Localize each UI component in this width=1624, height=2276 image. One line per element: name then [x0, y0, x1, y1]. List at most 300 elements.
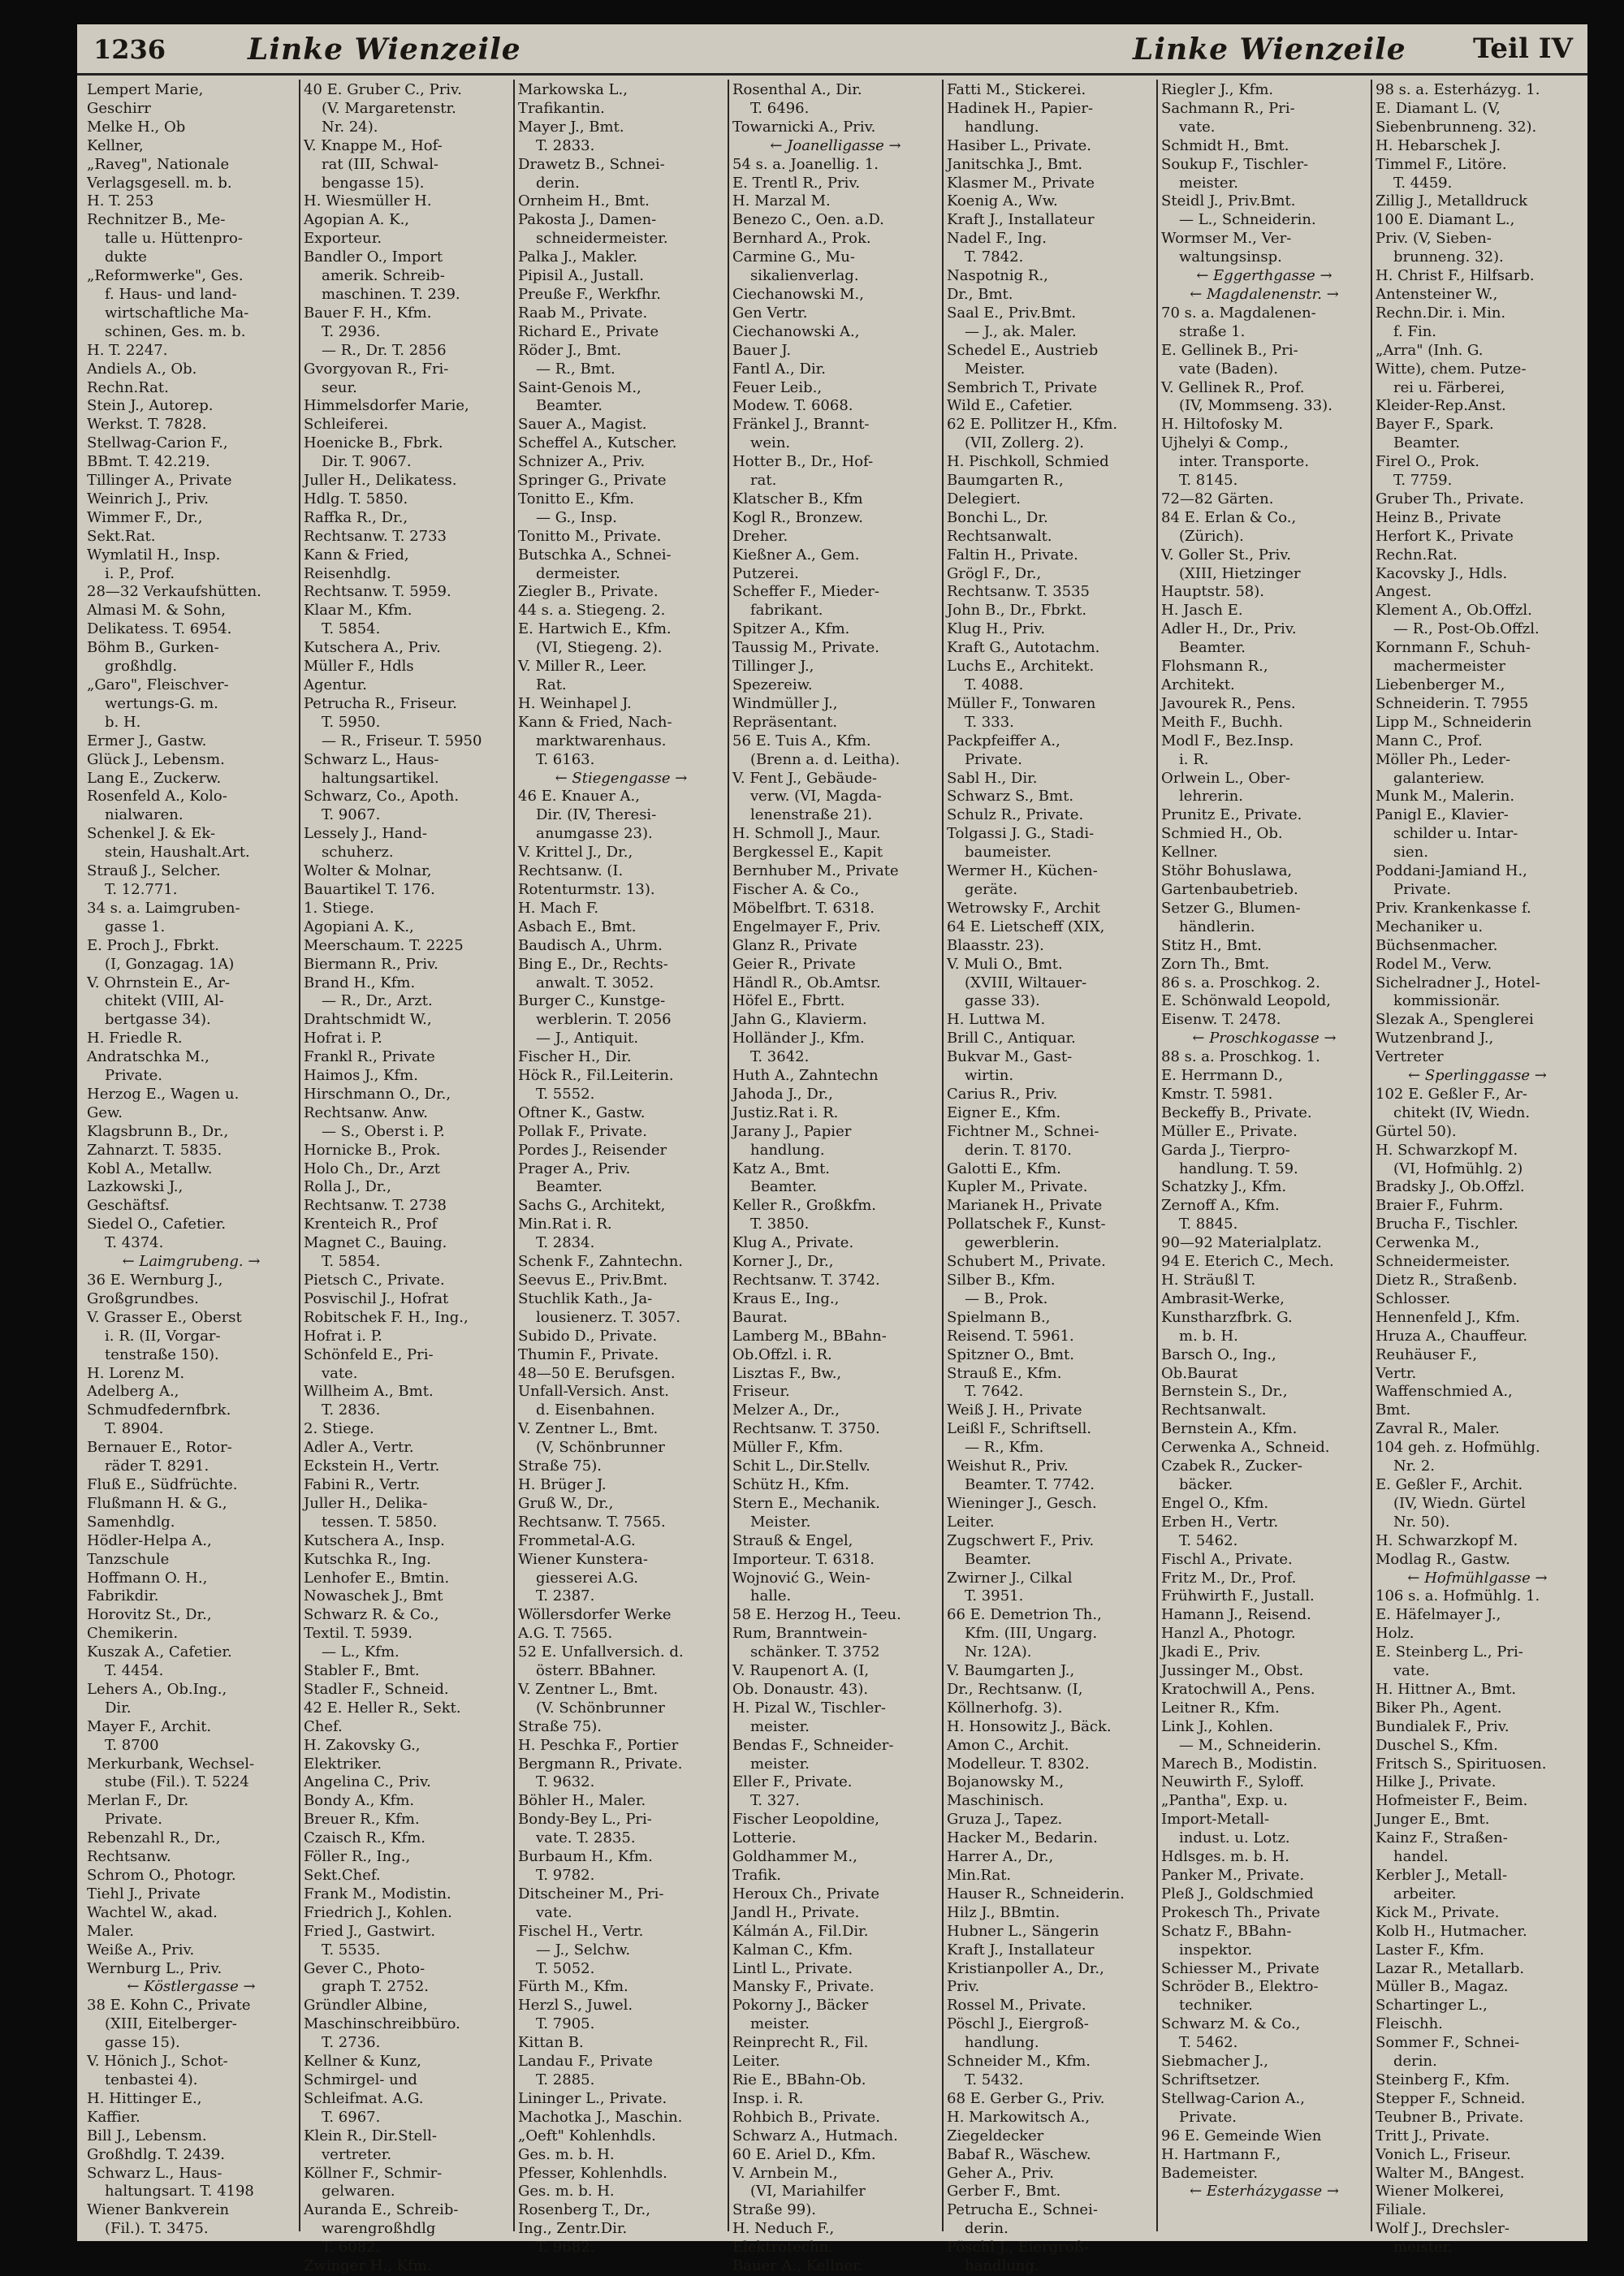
directory-line: Kick M., Private. [1376, 1903, 1500, 1921]
directory-line: Textil. T. 5939. [304, 1625, 412, 1643]
directory-line: Dietz R., Straßenb. [1376, 1272, 1518, 1289]
directory-line: Rie E., BBahn-Ob. [732, 2071, 866, 2088]
directory-line: V. Zentner L., Bmt. [518, 1680, 659, 1698]
directory-line: Klug H., Priv. [947, 620, 1046, 638]
directory-line: 98 s. a. Esterházyg. 1. [1376, 81, 1540, 98]
directory-line: Klasmer M., Private [947, 174, 1095, 192]
directory-line: „Raveg", Nationale [87, 155, 230, 173]
directory-line: „Reformwerke", Ges. [87, 267, 244, 285]
directory-line: Poddani-Jamiand H., [1376, 862, 1527, 880]
directory-line: Gruber Th., Private. [1376, 490, 1524, 507]
directory-line: Weishut R., Priv. [947, 1458, 1069, 1475]
directory-line: Beamter. [965, 1550, 1031, 1568]
directory-line: verw. (VI, Magda- [750, 788, 882, 805]
directory-line: 106 s. a. Hofmühlg. 1. [1376, 1587, 1540, 1605]
directory-line: rei u. Färberei, [1393, 378, 1505, 396]
directory-line: Scheffer F., Mieder- [732, 583, 879, 601]
directory-line: V. Arnbein M., [732, 2164, 838, 2182]
directory-line: (V, Schönbrunner [536, 1439, 665, 1457]
directory-line: (VI, Mariahilfer [750, 2183, 866, 2200]
directory-line: Kuszak A., Cafetier. [87, 1643, 232, 1661]
directory-line: Fried J., Gastwirt. [304, 1922, 436, 1940]
directory-line: Carmine G., Mu- [732, 248, 855, 266]
directory-line: Soukup F., Tischler- [1161, 155, 1309, 173]
directory-line: Kerbler J., Metall- [1376, 1867, 1508, 1884]
directory-line: Wormser M., Ver- [1161, 230, 1292, 248]
directory-line: Stellwag-Carion A., [1161, 2089, 1305, 2107]
directory-line: Lehers A., Ob.Ing., [87, 1680, 227, 1698]
directory-line: T. 6082. [322, 2239, 381, 2257]
directory-line: Heroux Ch., Private [732, 1885, 880, 1902]
directory-line: Panigl E., Klavier- [1376, 806, 1509, 824]
directory-line: T. 9682. [536, 2239, 595, 2257]
directory-line: Rechtsanw. T. 3742. [732, 1272, 880, 1289]
directory-line: Gever C., Photo- [304, 1959, 425, 1977]
directory-line: Müller E., Private. [1161, 1122, 1298, 1140]
directory-line: Frühwirth F., Justall. [1161, 1587, 1315, 1605]
directory-line: Spitzer A., Kfm. [732, 620, 850, 638]
directory-line: Beamter. [1179, 639, 1246, 657]
directory-line: 40 E. Gruber C., Priv. [304, 81, 462, 98]
directory-line: Windmüller J., [732, 694, 838, 712]
directory-line: V. Zentner L., Bmt. [518, 1420, 659, 1438]
directory-line: i. P., Prof. [105, 564, 175, 582]
directory-line: Rechnitzer B., Me- [87, 211, 226, 229]
directory-page [77, 24, 1587, 2275]
directory-line: H. Jasch E. [1161, 602, 1243, 620]
directory-line: Auranda E., Schreib- [304, 2201, 459, 2219]
directory-line: Bademeister. [1161, 2164, 1259, 2182]
directory-line: Krenteich R., Prof [304, 1216, 438, 1233]
directory-line: Meith F., Buchh. [1161, 713, 1284, 731]
directory-line: Müller F., Kfm. [732, 1439, 844, 1457]
directory-line: Walter M., BAngest. [1376, 2164, 1525, 2182]
directory-line: brunneng. 32). [1393, 248, 1504, 266]
directory-line: Rechtsanw. [87, 1848, 171, 1866]
directory-line: Saal E., Priv.Bmt. [947, 304, 1077, 322]
directory-line: Ing., Zentr.Dir. [518, 2220, 628, 2238]
directory-line: Verlagsgesell. m. b. [87, 174, 232, 192]
directory-line: Kleider-Rep.Anst. [1376, 397, 1506, 415]
directory-line: T. 8700 [105, 1736, 159, 1754]
directory-line: Hruza A., Chauffeur. [1376, 1327, 1528, 1345]
directory-line: Sauer A., Magist. [518, 416, 647, 434]
directory-line: Müller F., Tonwaren [947, 694, 1096, 712]
directory-line: T. 6967. [322, 2108, 381, 2126]
directory-line: T. 2836. [322, 1401, 381, 1419]
directory-line: Schubert M., Private. [947, 1253, 1106, 1271]
directory-line: H. Weinhapel J. [518, 694, 632, 712]
directory-line: Rolla J., Dr., [304, 1178, 391, 1196]
directory-line: derin. T. 8170. [965, 1141, 1072, 1159]
directory-line: Antensteiner W., [1376, 285, 1498, 303]
directory-line: Private. [1393, 880, 1451, 898]
directory-columns [84, 80, 1583, 2275]
directory-line: bertgasse 34). [105, 1011, 211, 1029]
directory-line: Nr. 24). [322, 118, 378, 136]
directory-line: Machotka J., Maschin. [518, 2108, 683, 2126]
directory-line: Butschka A., Schnei- [518, 546, 672, 564]
directory-line: Fischel H., Vertr. [518, 1922, 644, 1940]
directory-line: Trafik. [732, 1867, 781, 1884]
directory-line: Schmied H., Ob. [1161, 825, 1283, 843]
directory-line: Rechtsanwalt. [1161, 1401, 1267, 1419]
directory-line: ← Stiegengasse → [555, 769, 688, 787]
directory-line: Rotenturmstr. 13). [518, 880, 655, 898]
directory-line: Garda J., Tierpro- [1161, 1141, 1290, 1159]
directory-line: Korner J., Dr., [732, 1253, 834, 1271]
directory-line: Schwarz R. & Co., [304, 1606, 439, 1624]
directory-line: Maler. [87, 1922, 134, 1940]
directory-line: Kornmann F., Schuh- [1376, 639, 1531, 657]
directory-line: T. 2936. [322, 322, 381, 340]
directory-line: Spitzner O., Bmt. [947, 1345, 1075, 1363]
directory-line: Rossel M., Private. [947, 1997, 1086, 2015]
directory-line: — S., Oberst i. P. [322, 1122, 445, 1140]
directory-line: Kacovsky J., Hdls. [1376, 564, 1508, 582]
directory-line: H. Mach F. [518, 899, 599, 917]
directory-line: Pöschl J., Eiergroß- [947, 2015, 1089, 2033]
directory-line: Ges. m. b. H. [518, 2145, 615, 2163]
directory-line: Schwarz L., Haus- [87, 2164, 222, 2182]
directory-line: dermeister. [536, 564, 620, 582]
directory-line: Agentur. [304, 676, 367, 693]
directory-line: — R., Post-Ob.Offzl. [1393, 620, 1540, 638]
directory-line: seur. [322, 378, 357, 396]
directory-line: Bondy A., Kfm. [304, 1792, 415, 1810]
directory-line: Hotter B., Dr., Hof- [732, 453, 874, 471]
directory-line: Schönfeld E., Pri- [304, 1345, 434, 1363]
directory-line: Modlag R., Gastw. [1376, 1550, 1510, 1568]
directory-line: Glanz R., Private [732, 936, 857, 954]
directory-line: T. 5950. [322, 713, 381, 731]
directory-line: Schenk F., Zahntechn. [518, 1253, 684, 1271]
directory-line: Hennenfeld J., Kfm. [1376, 1308, 1520, 1326]
directory-line: Angest. [1376, 583, 1432, 601]
directory-line: Angelina C., Priv. [304, 1773, 431, 1791]
directory-line: Leitner R., Kfm. [1161, 1699, 1280, 1717]
directory-line: (VI, Stiegeng. 2). [536, 639, 663, 657]
directory-line: straße 1. [1179, 322, 1246, 340]
directory-line: — J., Selchw. [536, 1941, 631, 1959]
directory-line: Frank M., Modistin. [304, 1885, 451, 1902]
directory-line: Dir. [105, 1699, 132, 1717]
directory-line: meister. [750, 2015, 810, 2033]
directory-line: Thumin F., Private. [518, 1345, 659, 1363]
directory-line: Lisztas F., Bw., [732, 1364, 842, 1382]
directory-line: Müller F., Hdls [304, 658, 414, 676]
directory-line: Straße 75). [518, 1717, 602, 1735]
directory-line: machermeister [1393, 658, 1505, 676]
directory-line: Mayer F., Archit. [87, 1717, 212, 1735]
directory-line: handlung. [965, 118, 1039, 136]
directory-line: E. Geßler F., Archit. [1376, 1475, 1523, 1493]
directory-line: Nr. 12A). [965, 1643, 1032, 1661]
directory-line: Engelmayer F., Priv. [732, 918, 881, 935]
directory-line: Kunstharzfbrk. G. [1161, 1308, 1293, 1326]
directory-line: Böhler H., Maler. [518, 1792, 646, 1810]
directory-line: Kraft G., Autotachm. [947, 639, 1100, 657]
directory-line: Willheim A., Bmt. [304, 1383, 434, 1401]
directory-line: Wild E., Cafetier. [947, 397, 1073, 415]
directory-line: baumeister. [965, 844, 1052, 862]
directory-line: Kobl A., Metallw. [87, 1160, 213, 1177]
directory-line: Gründler Albine, [304, 1997, 428, 2015]
directory-line: 86 s. a. Proschkog. 2. [1161, 974, 1320, 991]
directory-line: Rosenberg T., Dr., [518, 2201, 650, 2219]
directory-line: Steidl J., Priv.Bmt. [1161, 192, 1296, 210]
directory-line: Schenkel J. & Ek- [87, 825, 216, 843]
directory-line: Chef. [304, 1717, 343, 1735]
directory-line: Gvorgyovan R., Fri- [304, 360, 449, 378]
directory-line: Bauer F. H., Kfm. [304, 304, 432, 322]
directory-line: handlung. T. 59. [1179, 1160, 1298, 1177]
directory-line: Neuwirth F., Syloff. [1161, 1773, 1305, 1791]
directory-line: Nadel F., Ing. [947, 230, 1047, 248]
directory-line: stube (Fil.). T. 5224 [105, 1773, 249, 1791]
column-2 [299, 80, 513, 2275]
directory-line: V. Ohrnstein E., Ar- [87, 974, 231, 991]
directory-line: Schwarz S., Bmt. [947, 788, 1074, 805]
directory-line: Kalman C., Kfm. [732, 1941, 853, 1959]
directory-line: Bernauer E., Rotor- [87, 1439, 232, 1457]
directory-line: Klagsbrunn B., Dr., [87, 1122, 229, 1140]
directory-line: Blaasstr. 23). [947, 936, 1044, 954]
directory-line: Holo Ch., Dr., Arzt [304, 1160, 440, 1177]
directory-line: Preuße F., Werkfhr. [518, 285, 662, 303]
directory-line: Meister. [965, 360, 1026, 378]
directory-line: schinen, Ges. m. b. [105, 322, 246, 340]
directory-line: Meerschaum. T. 2225 [304, 936, 464, 954]
directory-line: Galotti E., Kfm. [947, 1160, 1061, 1177]
column-4 [728, 80, 942, 2275]
directory-line: Eisenw. T. 2478. [1161, 1011, 1281, 1029]
directory-line: Glück J., Lebensm. [87, 750, 225, 768]
directory-line: Teubner B., Private. [1376, 2108, 1524, 2126]
directory-line: Petrucha E., Schnei- [947, 2201, 1098, 2219]
directory-line: Zillig J., Metalldruck [1376, 192, 1528, 210]
directory-line: meister. [750, 1717, 810, 1735]
directory-line: — J., Antiquit. [536, 1030, 639, 1047]
directory-line: — B., Prok. [965, 1289, 1048, 1307]
directory-line: Bayer F., Spark. [1376, 416, 1494, 434]
directory-line: Rechtsanw. T. 2733 [304, 527, 447, 545]
directory-line: Putzerei. [732, 564, 799, 582]
directory-line: Lininger L., Private. [518, 2089, 667, 2107]
directory-line: Händl R., Ob.Amtsr. [732, 974, 881, 991]
directory-line: Braier F., Fuhrm. [1376, 1197, 1504, 1215]
directory-line: Kellner, [87, 136, 144, 154]
directory-line: Fischl A., Private. [1161, 1550, 1293, 1568]
directory-line: Private. [105, 1811, 162, 1829]
directory-line: b. H. [105, 713, 141, 731]
directory-line: f. Fin. [1393, 322, 1437, 340]
directory-line: Private. [965, 750, 1022, 768]
directory-line: schilder u. Intar- [1393, 825, 1518, 843]
directory-line: Pöschl J., Eiergroß- [947, 2239, 1089, 2257]
directory-line: Gruza J., Tapez. [947, 1811, 1063, 1829]
directory-line: meister. [750, 1755, 810, 1773]
directory-line: Lipp M., Schneiderin [1376, 713, 1532, 731]
directory-line: T. 5535. [322, 1941, 381, 1959]
directory-line: A.G. T. 7565. [518, 1625, 613, 1643]
directory-line: Min.Rat. [947, 1867, 1012, 1884]
directory-line: Holz. [1376, 1625, 1415, 1643]
directory-line: T. 8904. [105, 1420, 164, 1438]
directory-line: T. 3642. [750, 1048, 810, 1066]
directory-line: Flohsmann R., [1161, 658, 1268, 676]
directory-line: Adler H., Dr., Priv. [1161, 620, 1297, 638]
directory-line: Pleß J., Goldschmied [1161, 1885, 1314, 1902]
directory-line: Hanzl A., Photogr. [1161, 1625, 1296, 1643]
directory-line: Czaisch R., Kfm. [304, 1829, 425, 1847]
directory-line: schneidermeister. [536, 230, 668, 248]
directory-line: Elektriker. [304, 1755, 382, 1773]
directory-line: Hoenicke B., Fbrk. [304, 434, 443, 452]
directory-line: Bernhuber M., Private [732, 862, 899, 880]
directory-line: Zahnarzt. T. 5835. [87, 1141, 222, 1159]
directory-line: Priv. (V, Sieben- [1376, 230, 1492, 248]
column-3 [513, 80, 728, 2257]
directory-line: Samenhdlg. [87, 1513, 175, 1531]
directory-line: handlung. [965, 2257, 1039, 2275]
directory-line: 96 E. Gemeinde Wien [1161, 2127, 1322, 2144]
directory-line: Rohbich B., Private. [732, 2108, 881, 2126]
directory-line: Vertr. [1376, 1364, 1417, 1382]
directory-line: Vonich L., Friseur. [1376, 2145, 1511, 2163]
directory-line: dukte [105, 248, 147, 266]
directory-line: Feuer Leib., [732, 378, 823, 396]
directory-line: Fränkel J., Brannt- [732, 416, 870, 434]
directory-line: Kutschka R., Ing. [304, 1550, 431, 1568]
directory-line: Andiels A., Ob. [87, 360, 197, 378]
directory-line: Unfall-Versich. Anst. [518, 1383, 669, 1401]
directory-line: Maschinschreibbüro. [304, 2015, 460, 2033]
directory-line: meister. [1393, 2239, 1453, 2257]
directory-line: E. Hartwich E., Kfm. [518, 620, 672, 638]
directory-line: m. b. H. [1179, 1327, 1238, 1345]
directory-line: Hilke J., Private. [1376, 1773, 1497, 1791]
directory-line: Laster F., Kfm. [1376, 1941, 1484, 1959]
directory-line: ← Esterházygasse → [1190, 2183, 1339, 2200]
directory-line: H. Schwarzkopf M. [1376, 1531, 1518, 1549]
directory-line: Bonchi L., Dr. [947, 508, 1048, 526]
directory-line: Leiter. [732, 2053, 780, 2071]
directory-line: Schedel E., Austrieb [947, 341, 1099, 359]
directory-line: handlung. [965, 2034, 1039, 2052]
directory-line: Setzer G., Blumen- [1161, 899, 1301, 917]
directory-line: Ciechanowski M., [732, 285, 864, 303]
directory-line: Beamter. T. 7742. [965, 1475, 1095, 1493]
directory-line: T. 8845. [1179, 1216, 1238, 1233]
directory-line: Wojnović G., Wein- [732, 1569, 870, 1587]
directory-line: Schneiderin. T. 7955 [1376, 694, 1529, 712]
directory-line: Dreher. [732, 527, 788, 545]
directory-line: Subido D., Private. [518, 1327, 658, 1345]
directory-line: Palka J., Makler. [518, 248, 637, 266]
directory-line: Höck R., Fil.Leiterin. [518, 1067, 674, 1085]
directory-line: Hdlg. T. 5850. [304, 490, 408, 507]
directory-line: Tonitto E., Kfm. [518, 490, 635, 507]
directory-line: Bergmann R., Private. [518, 1755, 683, 1773]
directory-line: Ziegeldecker [947, 2127, 1044, 2144]
directory-line: fabrikant. [750, 602, 823, 620]
directory-line: Eller F., Private. [732, 1773, 853, 1791]
directory-line: Kraft J., Installateur [947, 211, 1095, 229]
part-label: Teil IV [1473, 32, 1573, 65]
directory-line: 58 E. Herzog H., Teeu. [732, 1606, 901, 1624]
directory-line: Markowska L., [518, 81, 628, 98]
directory-line: T. 327. [750, 1792, 800, 1810]
directory-line: Bauer J. [732, 341, 792, 359]
directory-line: Barsch O., Ing., [1161, 1345, 1276, 1363]
directory-line: Bernstein A., Kfm. [1161, 1420, 1298, 1438]
directory-line: Tritt J., Private. [1376, 2127, 1490, 2144]
directory-line: Röder J., Bmt. [518, 341, 622, 359]
directory-line: Slezak A., Spenglerei [1376, 1011, 1534, 1029]
directory-line: Hornicke B., Prok. [304, 1141, 441, 1159]
directory-line: meister. [1179, 174, 1238, 192]
directory-line: Dir. (IV, Theresi- [536, 806, 657, 824]
directory-line: — M., Schneiderin. [1179, 1736, 1322, 1754]
directory-line: Justiz.Rat i. R. [732, 1103, 839, 1121]
directory-line: Nowaschek J., Bmt [304, 1587, 443, 1605]
directory-line: vertreter. [322, 2145, 392, 2163]
directory-line: Chemikerin. [87, 1625, 179, 1643]
directory-line: 44 s. a. Stiegeng. 2. [518, 602, 666, 620]
directory-line: Schatz F., BBahn- [1161, 1922, 1292, 1940]
directory-line: Repräsentant. [732, 713, 838, 731]
directory-line: T. 5462. [1179, 2034, 1238, 2052]
column-5 [942, 80, 1156, 2275]
directory-line: Robitschek F. H., Ing., [304, 1308, 469, 1326]
directory-line: Biker Ph., Agent. [1376, 1699, 1502, 1717]
directory-line: Kogl R., Bronzew. [732, 508, 863, 526]
directory-line: Gürtel 50). [1376, 1122, 1457, 1140]
directory-line: — L., Schneiderin. [1179, 211, 1316, 229]
directory-line: Architekt. [1161, 676, 1235, 693]
directory-line: 90—92 Materialplatz. [1161, 1234, 1322, 1252]
directory-line: Köllnerhofg. 3). [947, 1699, 1063, 1717]
directory-line: Priv. Krankenkasse f. [1376, 899, 1531, 917]
directory-line: Rechn.Dir. i. Min. [1376, 304, 1506, 322]
directory-line: T. 6496. [750, 99, 810, 117]
directory-line: Steinberg F., Kfm. [1376, 2071, 1510, 2088]
directory-line: (IV, Wiedn. Gürtel [1393, 1494, 1526, 1512]
directory-line: Gew. [87, 1103, 123, 1121]
directory-line: Raab M., Private. [518, 304, 648, 322]
directory-line: Tillinger A., Private [87, 472, 232, 490]
directory-line: Duschel S., Kfm. [1376, 1736, 1498, 1754]
directory-line: Klein R., Dir.Stell- [304, 2127, 437, 2144]
directory-line: Adelberg A., [87, 1383, 179, 1401]
directory-line: Kainz F., Straßen- [1376, 1829, 1508, 1847]
running-title-left: Linke Wienzeile [248, 32, 521, 67]
directory-line: T. 2834. [536, 1234, 595, 1252]
directory-line: Tolgassi J. G., Stadi- [947, 825, 1095, 843]
directory-line: 104 geh. z. Hofmühlg. [1376, 1439, 1540, 1457]
directory-line: (XIII, Hietzinger [1179, 564, 1301, 582]
directory-line: T. 4459. [1393, 174, 1453, 192]
directory-line: graph T. 2752. [322, 1978, 430, 1996]
directory-line: Pipisil A., Justall. [518, 267, 645, 285]
directory-line: räder T. 8291. [105, 1458, 209, 1475]
directory-line: schänker. T. 3752 [750, 1643, 880, 1661]
directory-line: Brand H., Kfm. [304, 974, 416, 991]
directory-line: Hödler-Helpa A., [87, 1531, 212, 1549]
directory-line: Amon C., Archit. [947, 1736, 1069, 1754]
directory-line: Merlan F., Dr. [87, 1792, 189, 1810]
